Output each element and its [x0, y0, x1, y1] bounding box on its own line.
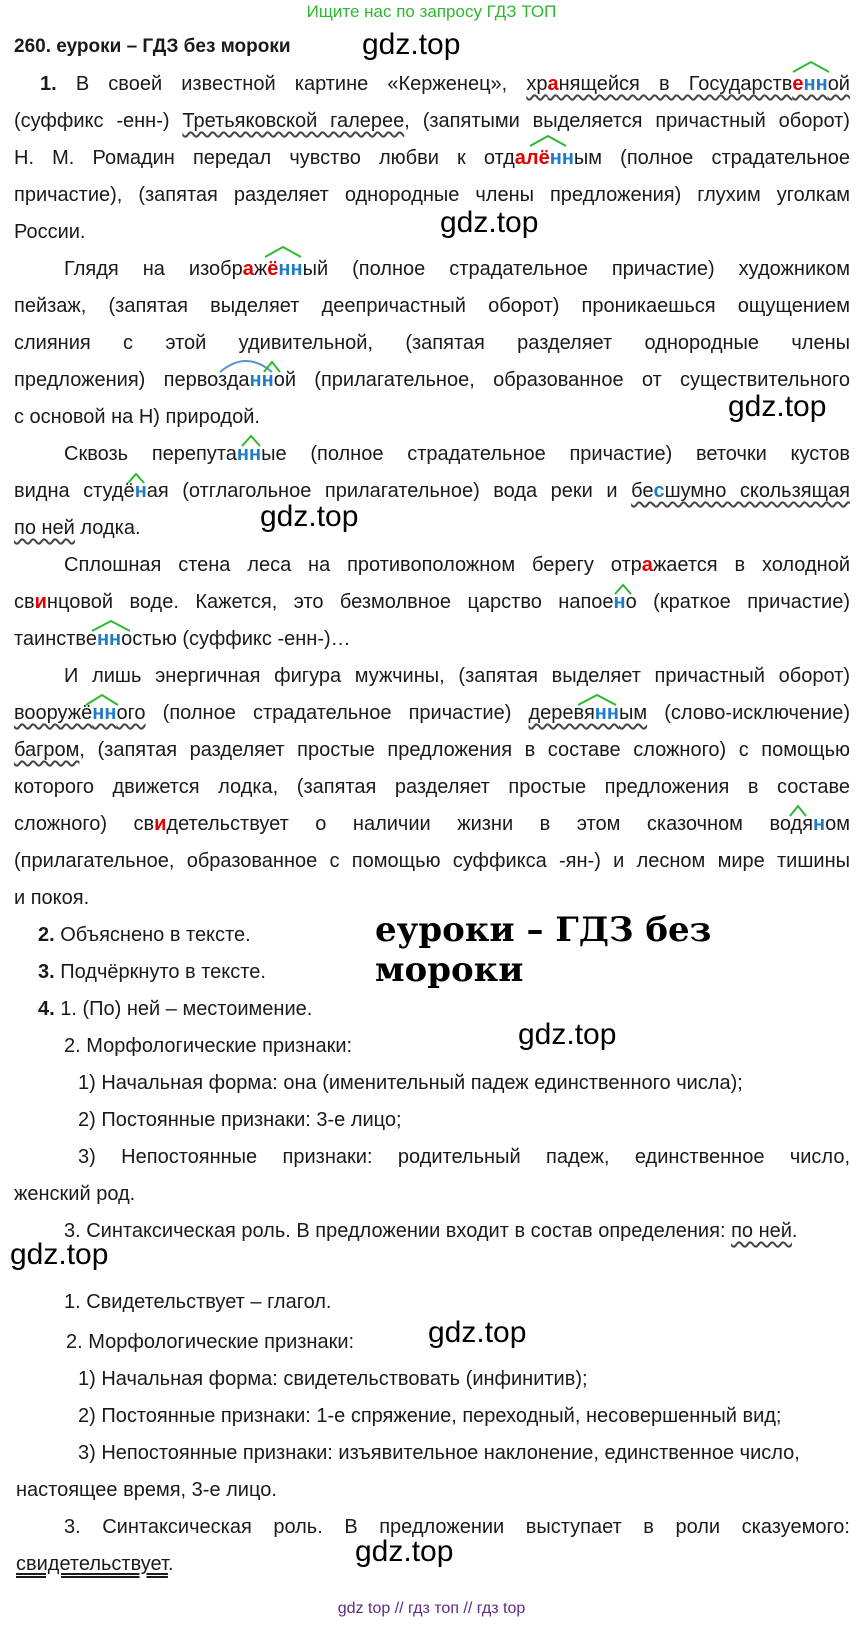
b-syntax-cont: свидетельствует. — [16, 1553, 174, 1575]
p2-line1: Глядя на изображённый (полное страдательное причастие) художником — [64, 258, 851, 280]
p2-line4: предложения) первозданной (прилагательное, образованное от существительного — [14, 369, 850, 391]
a4-nonconst-cont: женский род. — [14, 1183, 136, 1205]
suffix-arc — [530, 136, 566, 146]
p4-line1: Сплошная стена леса на противоположном берегу отражается в холодной — [64, 554, 850, 576]
p4-line2: свинцовой воде. Кажется, это безмолвное царство напоено (краткое причастие) — [14, 591, 850, 613]
p1-line5: России. — [14, 221, 86, 243]
p5-line3: багром, (запятая разделяет простые предложения в составе сложного) с помощью — [14, 739, 850, 761]
p3-line2: видна студёная (отглагольное прилагательное) вода реки и бесшумно скользящая — [14, 480, 850, 502]
suffix-arc — [265, 247, 301, 257]
b-const: 2) Постоянные признаки: 1-е спряжение, переходный, несовершенный вид; — [78, 1405, 782, 1427]
watermark: gdz.top — [440, 206, 539, 239]
b-morph: 2. Морфологические признаки: — [66, 1331, 355, 1353]
a4-morph: 2. Морфологические признаки: — [64, 1035, 353, 1057]
b-word: 1. Свидетельствует – глагол. — [64, 1291, 332, 1313]
p2-line2: пейзаж, (запятая выделяет деепричастный оборот) проникаешься ощущением — [14, 295, 850, 317]
suffix-arc — [242, 436, 260, 446]
p3-line3: по ней лодка. — [14, 517, 141, 539]
suffix-arc — [578, 695, 616, 705]
p5-line6: (прилагательное, образованное с помощью суффикса -ян-) и лесном мире тишины — [14, 850, 850, 872]
p2-line5: с основой на Н) природой. — [14, 406, 260, 428]
p1-line1: 1. В своей известной картине «Керженец», хранящейся в Государственной — [40, 73, 850, 95]
a4-initial: 1) Начальная форма: она (именительный падеж единственного числа); — [78, 1072, 743, 1094]
suffix-arc — [92, 621, 130, 631]
p1-line2: (суффикс -енн-) Третьяковской галерее, (запятыми выделяется причастный оборот) — [14, 110, 850, 132]
page-title: 260. еуроки – ГДЗ без мороки — [14, 36, 291, 57]
p5-line5: сложного) свидетельствует о наличии жизни в этом сказочном водяном — [14, 813, 850, 835]
suffix-arc — [128, 474, 144, 483]
p1-line4: причастие), (запятая разделяет однородные члены предложения) глухим уголкам — [14, 184, 850, 206]
p3-line1: Сквозь перепутанные (полное страдательное причастие) веточки кустов — [64, 443, 850, 465]
b-syntax: 3. Синтаксическая роль. В предложении выступает в роли сказуемого: — [64, 1516, 850, 1538]
p5-line1: И лишь энергичная фигура мужчины, (запятая выделяет причастный оборот) — [64, 665, 850, 687]
watermark-big: еуроки – ГДЗ без мороки — [375, 910, 712, 990]
answer-2: 2. Объяснено в тексте. — [38, 924, 251, 946]
a4-nonconst: 3) Непостоянные признаки: родительный падеж, единственное число, — [78, 1146, 850, 1168]
b-initial: 1) Начальная форма: свидетельствовать (инфинитив); — [78, 1368, 588, 1390]
watermark: gdz.top — [362, 28, 461, 61]
top-banner[interactable]: Ищите нас по запросу ГДЗ ТОП — [306, 2, 557, 21]
p1-line3: Н. М. Ромадин передал чувство любви к отдалённым (полное страдательное — [14, 147, 850, 169]
watermark: gdz.top — [10, 1238, 109, 1271]
answer-3: 3. Подчёркнуто в тексте. — [38, 961, 266, 983]
watermark: gdz.top — [728, 390, 827, 423]
suffix-arc — [793, 62, 829, 72]
p5-line2: вооружённого (полное страдательное причастие) деревянным (слово-исключение) — [14, 702, 850, 724]
p2-line3: слияния с этой удивительной, (запятая разделяет однородные члены — [14, 332, 850, 354]
b-nonconst: 3) Непостоянные признаки: изъявительное наклонение, единственное число, — [78, 1442, 800, 1464]
watermark: gdz.top — [428, 1316, 527, 1349]
a4-syntax: 3. Синтаксическая роль. В предложении входит в состав определения: по ней. — [64, 1220, 798, 1242]
p4-line3: таинственностью (суффикс -енн-)… — [14, 628, 351, 650]
answer-4: 4. 1. (По) ней – местоимение. — [38, 998, 313, 1020]
b-nonconst-cont: настоящее время, 3-е лицо. — [16, 1479, 277, 1501]
p5-line7: и покоя. — [14, 887, 90, 909]
p5-line4: которого движется лодка, (запятая разделяет простые предложения в составе — [14, 776, 850, 798]
suffix-arc — [790, 806, 806, 816]
a4-const: 2) Постоянные признаки: 3-е лицо; — [78, 1109, 402, 1131]
suffix-arc — [615, 585, 631, 594]
watermark: gdz.top — [518, 1018, 617, 1051]
suffix-arc — [86, 695, 118, 705]
footer-links[interactable]: gdz top // гдз топ // гдз top — [337, 1600, 526, 1617]
watermark: gdz.top — [260, 500, 359, 533]
watermark: gdz.top — [355, 1535, 454, 1568]
